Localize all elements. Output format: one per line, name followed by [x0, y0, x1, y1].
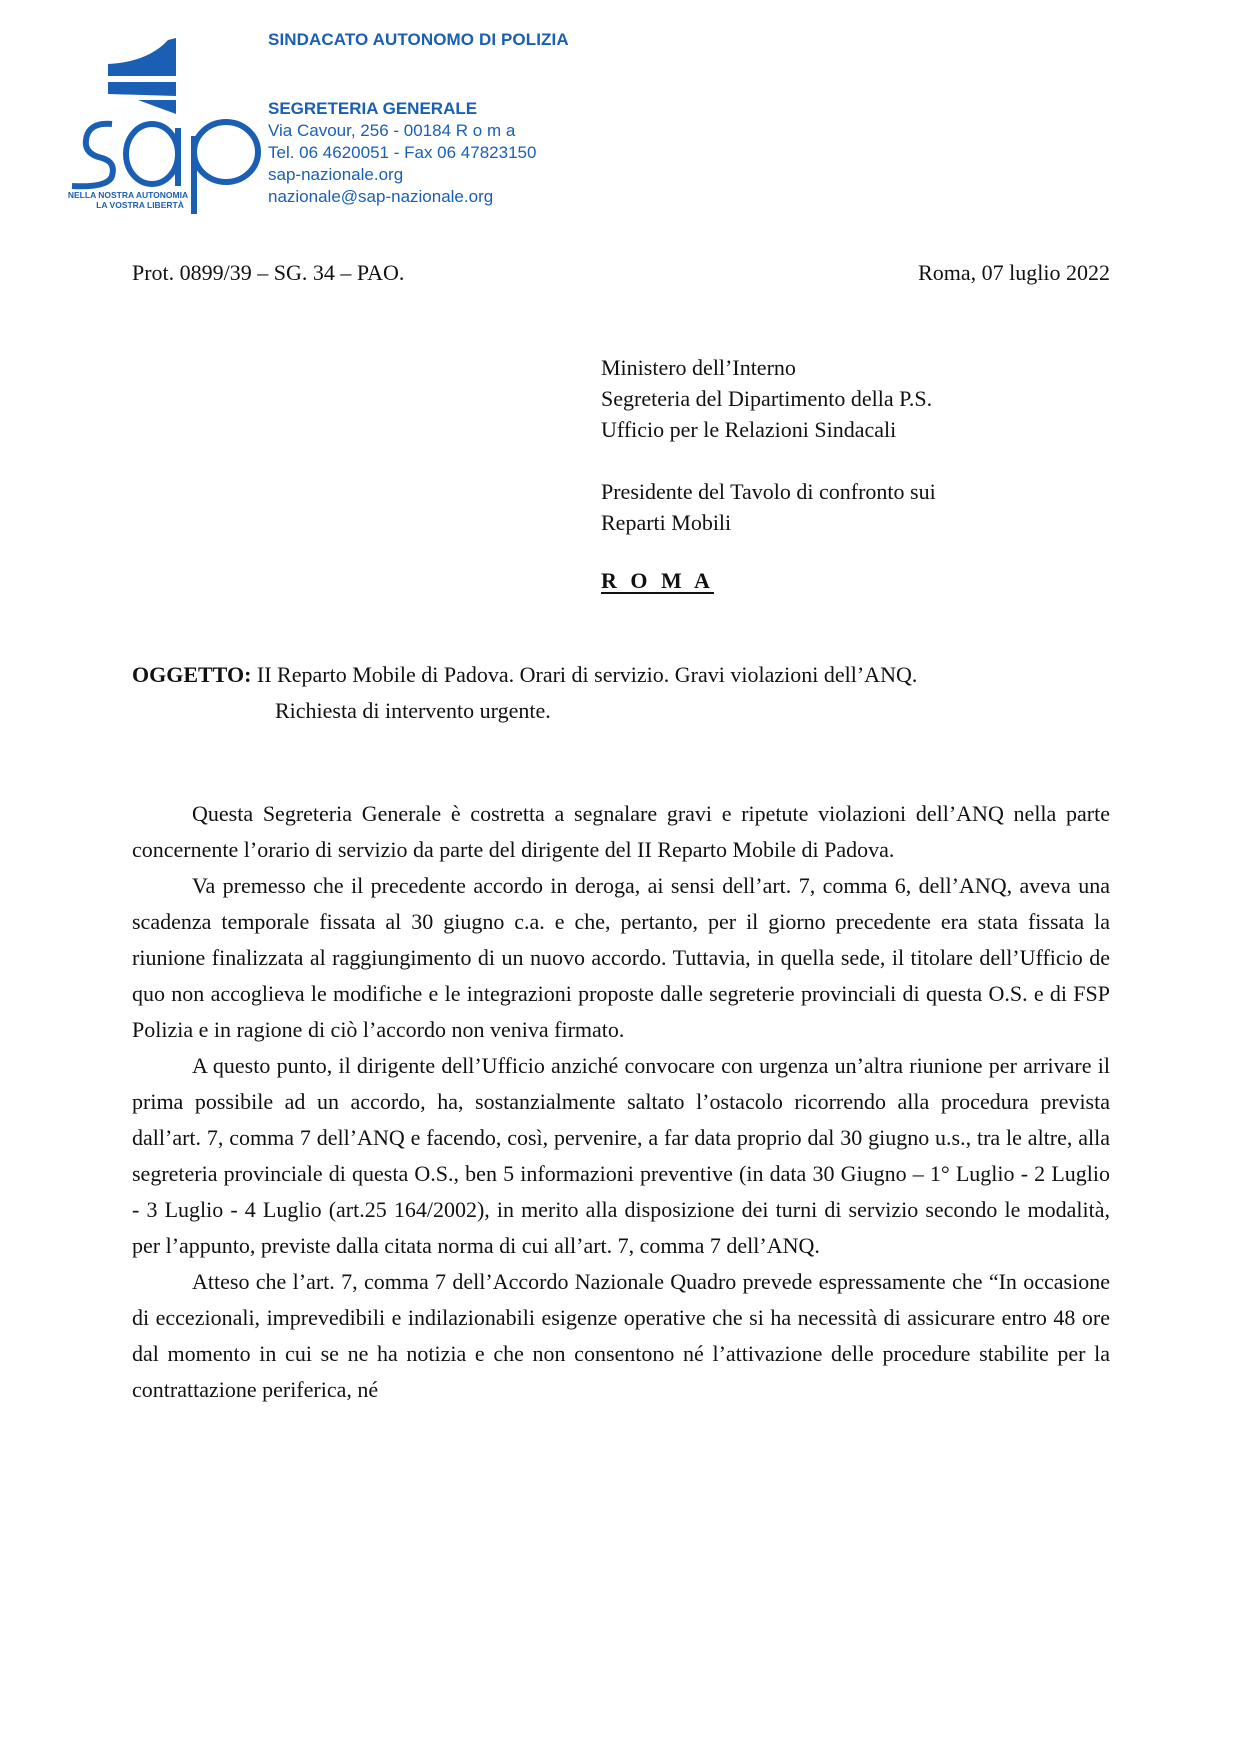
- recipient-line: Reparti Mobili: [601, 510, 732, 535]
- subject-block: [132, 657, 1112, 729]
- recipient-line: Presidente del Tavolo di confronto sui: [601, 479, 936, 504]
- letter-body: [132, 796, 1110, 1408]
- subject-label: OGGETTO:: [132, 662, 252, 687]
- letterhead-contact: [268, 98, 536, 208]
- recipient-line: Segreteria del Dipartimento della P.S.: [601, 386, 933, 411]
- department-name: SEGRETERIA GENERALE: [268, 99, 478, 118]
- sap-logo: [68, 36, 263, 216]
- recipient-line: Ufficio per le Relazioni Sindacali: [601, 417, 897, 442]
- police-cap-icon: [108, 38, 176, 114]
- organization-name: SINDACATO AUTONOMO DI POLIZIA: [268, 30, 569, 49]
- body-paragraph: A questo punto, il dirigente dell’Ufficio anziché convocare con urgenza un’altra riunione per arrivare il prima possibile ad un accordo, ha, sostanzialmente saltato l’ostacolo ricorrendo alla procedura prevista dall’art. 7, comma 7 dell’ANQ e facendo, così, pervenire, a far data proprio dal 30 giugno u.s., tra le altre, alla segreteria provinciale di questa O.S., ben 5 informazioni preventive (in data 30 Giugno – 1° Luglio - 2 Luglio - 3 Luglio - 4 Luglio (art.25 164/2002), in merito alla disposizione dei turni di servizio secondo le modalità, per l’appunto, previste dalla citata norma di cui all’art. 7, comma 7 dell’ANQ.: [132, 1053, 1110, 1258]
- letter-date: Roma, 07 luglio 2022: [918, 260, 1110, 285]
- body-paragraph: Va premesso che il precedente accordo in deroga, ai sensi dell’art. 7, comma 6, dell’ANQ, aveva una scadenza temporale fissata al 30 giugno c.a. e che, pertanto, per il giorno precedente era stata fissata la riunione finalizzata al raggiungimento di un nuovo accordo. Tuttavia, in quella sede, il titolare dell’Ufficio de quo non accoglieva le modifiche e le integrazioni proposte dalle segreterie provinciali di questa O.S. e di FSP Polizia e in ragione di ciò l’accordo non veniva firmato.: [132, 873, 1110, 1042]
- logo-motto-1: NELLA NOSTRA AUTONOMIA: [68, 190, 189, 200]
- recipient-line: Ministero dell’Interno: [601, 355, 796, 380]
- address: Via Cavour, 256 - 00184 R o m a: [268, 121, 516, 140]
- body-paragraph: Questa Segreteria Generale è costretta a segnalare gravi e ripetute violazioni dell’ANQ nella parte concernente l’orario di servizio da parte del dirigente del II Reparto Mobile di Padova.: [132, 801, 1110, 862]
- protocol-number: Prot. 0899/39 – SG. 34 – PAO.: [132, 260, 405, 285]
- website-link[interactable]: sap-nazionale.org: [268, 165, 404, 184]
- recipient-block: [601, 352, 936, 538]
- recipient-city: R O M A: [601, 568, 714, 593]
- phone-fax: Tel. 06 4620051 - Fax 06 47823150: [268, 143, 537, 162]
- logo-motto-2: LA VOSTRA LIBERTÀ: [96, 200, 184, 210]
- body-paragraph: Atteso che l’art. 7, comma 7 dell’Accordo Nazionale Quadro prevede espressamente che “In occasione di eccezionali, imprevedibili e indilazionabili esigenze operative che si ha necessità di assicurare entro 48 ore dal momento in cui se ne ha notizia e che non consentono né l’attivazione delle procedure stabilite per la contrattazione periferica, né: [132, 1269, 1110, 1402]
- subject-line-2: Richiesta di intervento urgente.: [275, 698, 551, 723]
- email-link[interactable]: nazionale@sap-nazionale.org: [268, 187, 494, 206]
- spacer: [601, 445, 936, 476]
- subject-line-1: II Reparto Mobile di Padova. Orari di servizio. Gravi violazioni dell’ANQ.: [251, 662, 918, 687]
